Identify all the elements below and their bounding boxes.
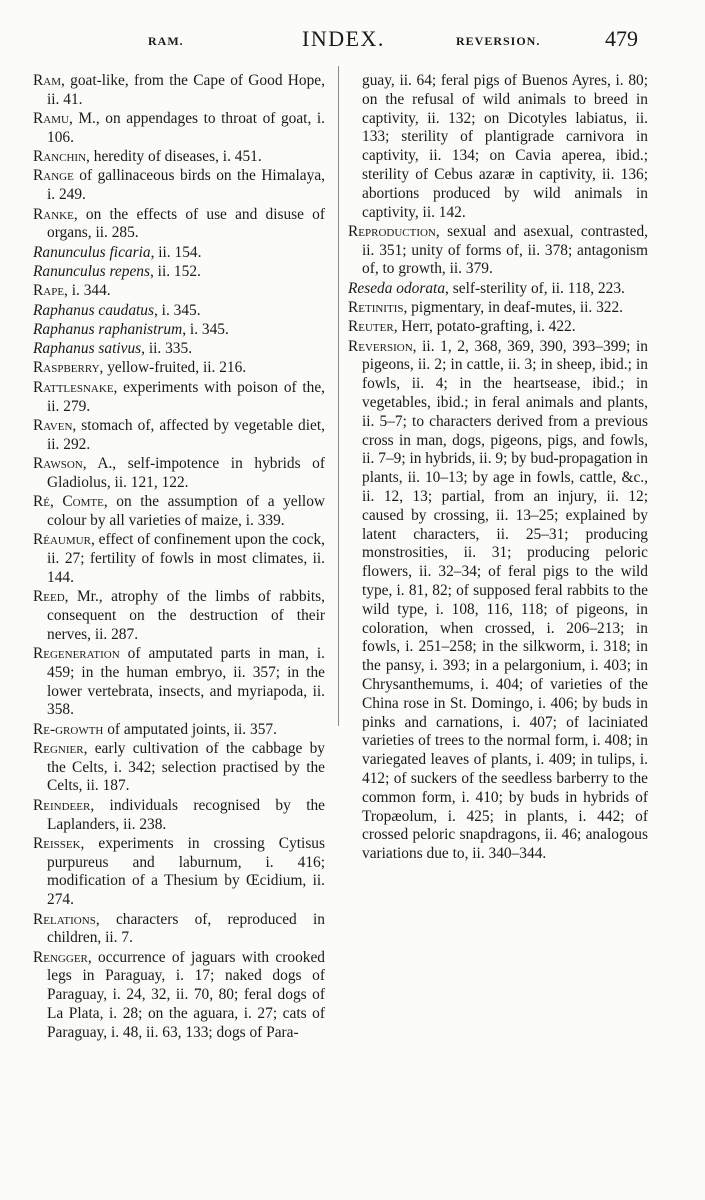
index-entry bbox=[33, 721, 325, 740]
index-entry-heading: Reproduction bbox=[348, 222, 436, 240]
index-entry bbox=[33, 455, 325, 493]
page-number: 479 bbox=[605, 26, 638, 51]
index-entry bbox=[33, 340, 325, 359]
index-entry-text: , ii. 335. bbox=[141, 340, 193, 358]
index-entry bbox=[33, 148, 325, 167]
index-entry bbox=[33, 645, 325, 720]
header-last-word: REVERSION. bbox=[456, 34, 541, 48]
index-entry bbox=[33, 949, 325, 1043]
index-entry bbox=[348, 338, 648, 864]
index-entry-heading: Ram bbox=[33, 72, 61, 89]
index-entry-heading: Reversion bbox=[348, 337, 413, 355]
index-entry-heading: Raphanus caudatus bbox=[33, 301, 154, 319]
index-entry-heading: Ranunculus repens bbox=[33, 262, 150, 280]
index-entry bbox=[33, 72, 325, 110]
index-entry-text: guay, ii. 64; feral pigs of Buenos Ayres, i. 80; on the refusal of wild animals to breed in captivity, ii. 132; on Dicotyles labiatus, ii. 133; sterility of plantigrade carnivora in captivity, ii. 134; on Cavia aperea, ibid.; sterility of Cebus azaræ in captivity, ii. 136; abortions produced by wild animals in captivity, ii. 142. bbox=[362, 72, 648, 221]
index-entry-heading: Reindeer bbox=[33, 796, 91, 814]
index-entry-heading: Rattlesnake bbox=[33, 378, 114, 396]
index-entry bbox=[33, 302, 325, 321]
column-divider bbox=[338, 66, 339, 726]
index-entry bbox=[348, 223, 648, 279]
index-entry bbox=[33, 110, 325, 148]
index-entry-heading: Rengger bbox=[33, 948, 88, 966]
index-entry-text: , experiments with poison of the, ii. 279. bbox=[47, 378, 325, 415]
index-entry-heading: Reuter bbox=[348, 318, 394, 336]
index-entry-text: , experiments in crossing Cytisus purpureus and laburnum, i. 416; modification of a Thesium by Œcidium, ii. 274. bbox=[47, 834, 325, 909]
index-entry-heading: Raphanus raphanistrum bbox=[33, 320, 183, 338]
index-entry bbox=[33, 740, 325, 796]
index-entry bbox=[348, 280, 648, 299]
index-entry-text: , ii. 152. bbox=[149, 262, 201, 280]
index-entry bbox=[33, 588, 325, 644]
index-entry-heading: Rawson bbox=[33, 454, 83, 472]
header-first-word: RAM. bbox=[148, 34, 184, 48]
index-entry-text: of gallinaceous birds on the Himalaya, i. 249. bbox=[47, 167, 325, 204]
index-entry-text: , on the effects of use and disuse of organs, ii. 285. bbox=[47, 205, 325, 242]
index-column-right bbox=[348, 72, 648, 864]
index-entry-text: of amputated joints, ii. 357. bbox=[103, 720, 277, 738]
index-entry-heading: Range bbox=[33, 167, 74, 185]
index-entry-text: , early cultivation of the cabbage by the Celts, i. 342; selection practised by the Celts, ii. 187. bbox=[47, 739, 325, 795]
index-entry-heading: Raspberry bbox=[33, 359, 100, 377]
index-entry bbox=[33, 797, 325, 835]
index-entry bbox=[33, 282, 325, 301]
index-entry bbox=[33, 244, 325, 263]
index-entry-heading: Réaumur bbox=[33, 531, 91, 549]
index-entry bbox=[348, 72, 648, 222]
index-entry-heading: Ranke bbox=[33, 205, 74, 223]
index-entry-heading: Relations bbox=[33, 910, 96, 928]
index-entry-text: , i. 344. bbox=[64, 282, 111, 300]
index-entry-text: , occurrence of jaguars with crooked legs in Paraguay, i. 17; naked dogs of Paraguay, i. 24, 32, ii. 70, 80; feral dogs of La Plata, i. 28; on the aguara, i. 27; cats of Paraguay, i. 48, ii. 63, 133; dogs of Para- bbox=[47, 948, 325, 1041]
index-entry-text: , individuals recognised by the Laplanders, ii. 238. bbox=[47, 796, 325, 833]
index-entry bbox=[33, 379, 325, 417]
index-entry-text: of amputated parts in man, i. 459; in the human embryo, ii. 357; in the lower vertebrata, insects, and myriapoda, ii. 358. bbox=[47, 644, 325, 719]
index-entry-text: , effect of confinement upon the cock, ii. 27; fertility of fowls in most climates, ii. 144. bbox=[47, 531, 325, 586]
running-header bbox=[20, 22, 660, 56]
index-entry-text: , goat-like, from the Cape of Good Hope, ii. 41. bbox=[47, 72, 325, 108]
index-entry-heading: Re-growth bbox=[33, 720, 104, 738]
index-entry-heading: Raphanus sativus bbox=[33, 340, 142, 358]
index-entry-text: , characters of, reproduced in children, ii. 7. bbox=[47, 910, 325, 947]
index-entry-heading: Reed bbox=[33, 588, 65, 606]
index-entry-text: , self-sterility of, ii. 118, 223. bbox=[445, 279, 625, 297]
index-entry bbox=[33, 321, 325, 340]
index-entry bbox=[33, 835, 325, 910]
index-entry-text: , heredity of diseases, i. 451. bbox=[86, 148, 262, 166]
index-entry bbox=[33, 206, 325, 244]
index-entry-heading: Ranunculus ficaria bbox=[33, 243, 151, 261]
index-entry-text: , pigmentary, in deaf-mutes, ii. 322. bbox=[403, 299, 624, 317]
index-entry bbox=[348, 318, 648, 337]
index-entry-text: , i. 345. bbox=[182, 320, 229, 338]
index-entry-heading: Regeneration bbox=[33, 644, 120, 662]
index-entry bbox=[33, 359, 325, 378]
index-entry-heading: Ré, Comte bbox=[33, 493, 104, 511]
index-entry-text: , stomach of, affected by vegetable diet, ii. 292. bbox=[47, 416, 325, 453]
index-entry-text: , on the assumption of a yellow colour by all varieties of maize, i. 339. bbox=[47, 493, 326, 529]
index-entry-text: , sexual and asexual, contrasted, ii. 351; unity of forms of, ii. 378; antagonism of, to growth, ii. 379. bbox=[362, 222, 648, 278]
index-entry-text: , M., on appendages to throat of goat, i. 106. bbox=[47, 110, 325, 146]
index-entry-heading: Ramu bbox=[33, 110, 69, 128]
index-entry bbox=[33, 911, 325, 949]
index-entry-heading: Rape bbox=[33, 282, 65, 300]
index-column-left bbox=[33, 72, 325, 1043]
index-entry bbox=[33, 167, 325, 205]
index-entry bbox=[348, 299, 648, 318]
index-entry-text: , ii. 154. bbox=[150, 243, 202, 261]
index-entry bbox=[33, 417, 325, 455]
index-entry bbox=[33, 263, 325, 282]
index-entry bbox=[33, 493, 325, 531]
index-entry-text: , Mr., atrophy of the limbs of rabbits, consequent on the destruction of their nerves, ii. 287. bbox=[47, 588, 325, 643]
index-entry-text: , i. 345. bbox=[153, 301, 201, 319]
index-entry-heading: Raven bbox=[33, 416, 73, 434]
index-entry-heading: Ranchin bbox=[33, 148, 87, 166]
index-entry-text: , Herr, potato-grafting, i. 422. bbox=[393, 318, 576, 336]
index-entry-heading: Reseda odorata bbox=[348, 279, 446, 297]
index-entry-text: , A., self-impotence in hybrids of Gladiolus, ii. 121, 122. bbox=[47, 454, 325, 491]
index-entry-heading: Retinitis bbox=[348, 299, 404, 317]
index-entry bbox=[33, 531, 325, 587]
header-title: INDEX. bbox=[302, 26, 385, 51]
index-entry-text: , yellow-fruited, ii. 216. bbox=[99, 359, 247, 377]
index-entry-text: , ii. 1, 2, 368, 369, 390, 393–399; in pigeons, ii. 2; in cattle, ii. 3; in sheep, ibid.; in fowls, ii. 4; in the heartsease, ibid.; in vegetables, ibid.; in feral animals and plants, ii. 5–7; to characters derived from a previous cross in man, dogs, pigeons, pigs, and fowls, ii. 7–9; in hybrids, ii. 9; by bud-propagation in plants, ii. 10–13; by age in fowls, cattle, &c., ii. 12, 13; partial, from an injury, ii. 12; caused by crossing, ii. 13–25; explained by latent characters, ii. 25–31; producing monstrosities, ii. 31; producing peloric flowers, ii. 32–34; of feral pigs to the wild type, i. 81, 82; of supposed feral rabbits to the wild type, i. 108, 116, 118; of pigeons, in coloration, when crossed, i. 206–213; in fowls, i. 251–258; in the silkworm, i. 318; in the pansy, i. 393; in a pelargonium, i. 403; in Chrysanthemums, i. 404; of varieties of the China rose in St. Domingo, i. 406; by buds in pinks and carnations, i. 407; of laciniated varieties of trees to the normal form, i. 408; in variegated leaves of plants, i. 409; in tulips, i. 412; of suckers of the seedless barberry to the common form, i. 410; by buds in hybrids of Tropæolum, i. 425; in plants, i. 442; of crossed peloric snapdragons, ii. 46; analogous variations due to, ii. 340–344. bbox=[362, 337, 648, 863]
index-entry-heading: Reissek bbox=[33, 834, 81, 852]
index-entry-heading: Regnier bbox=[33, 739, 84, 757]
